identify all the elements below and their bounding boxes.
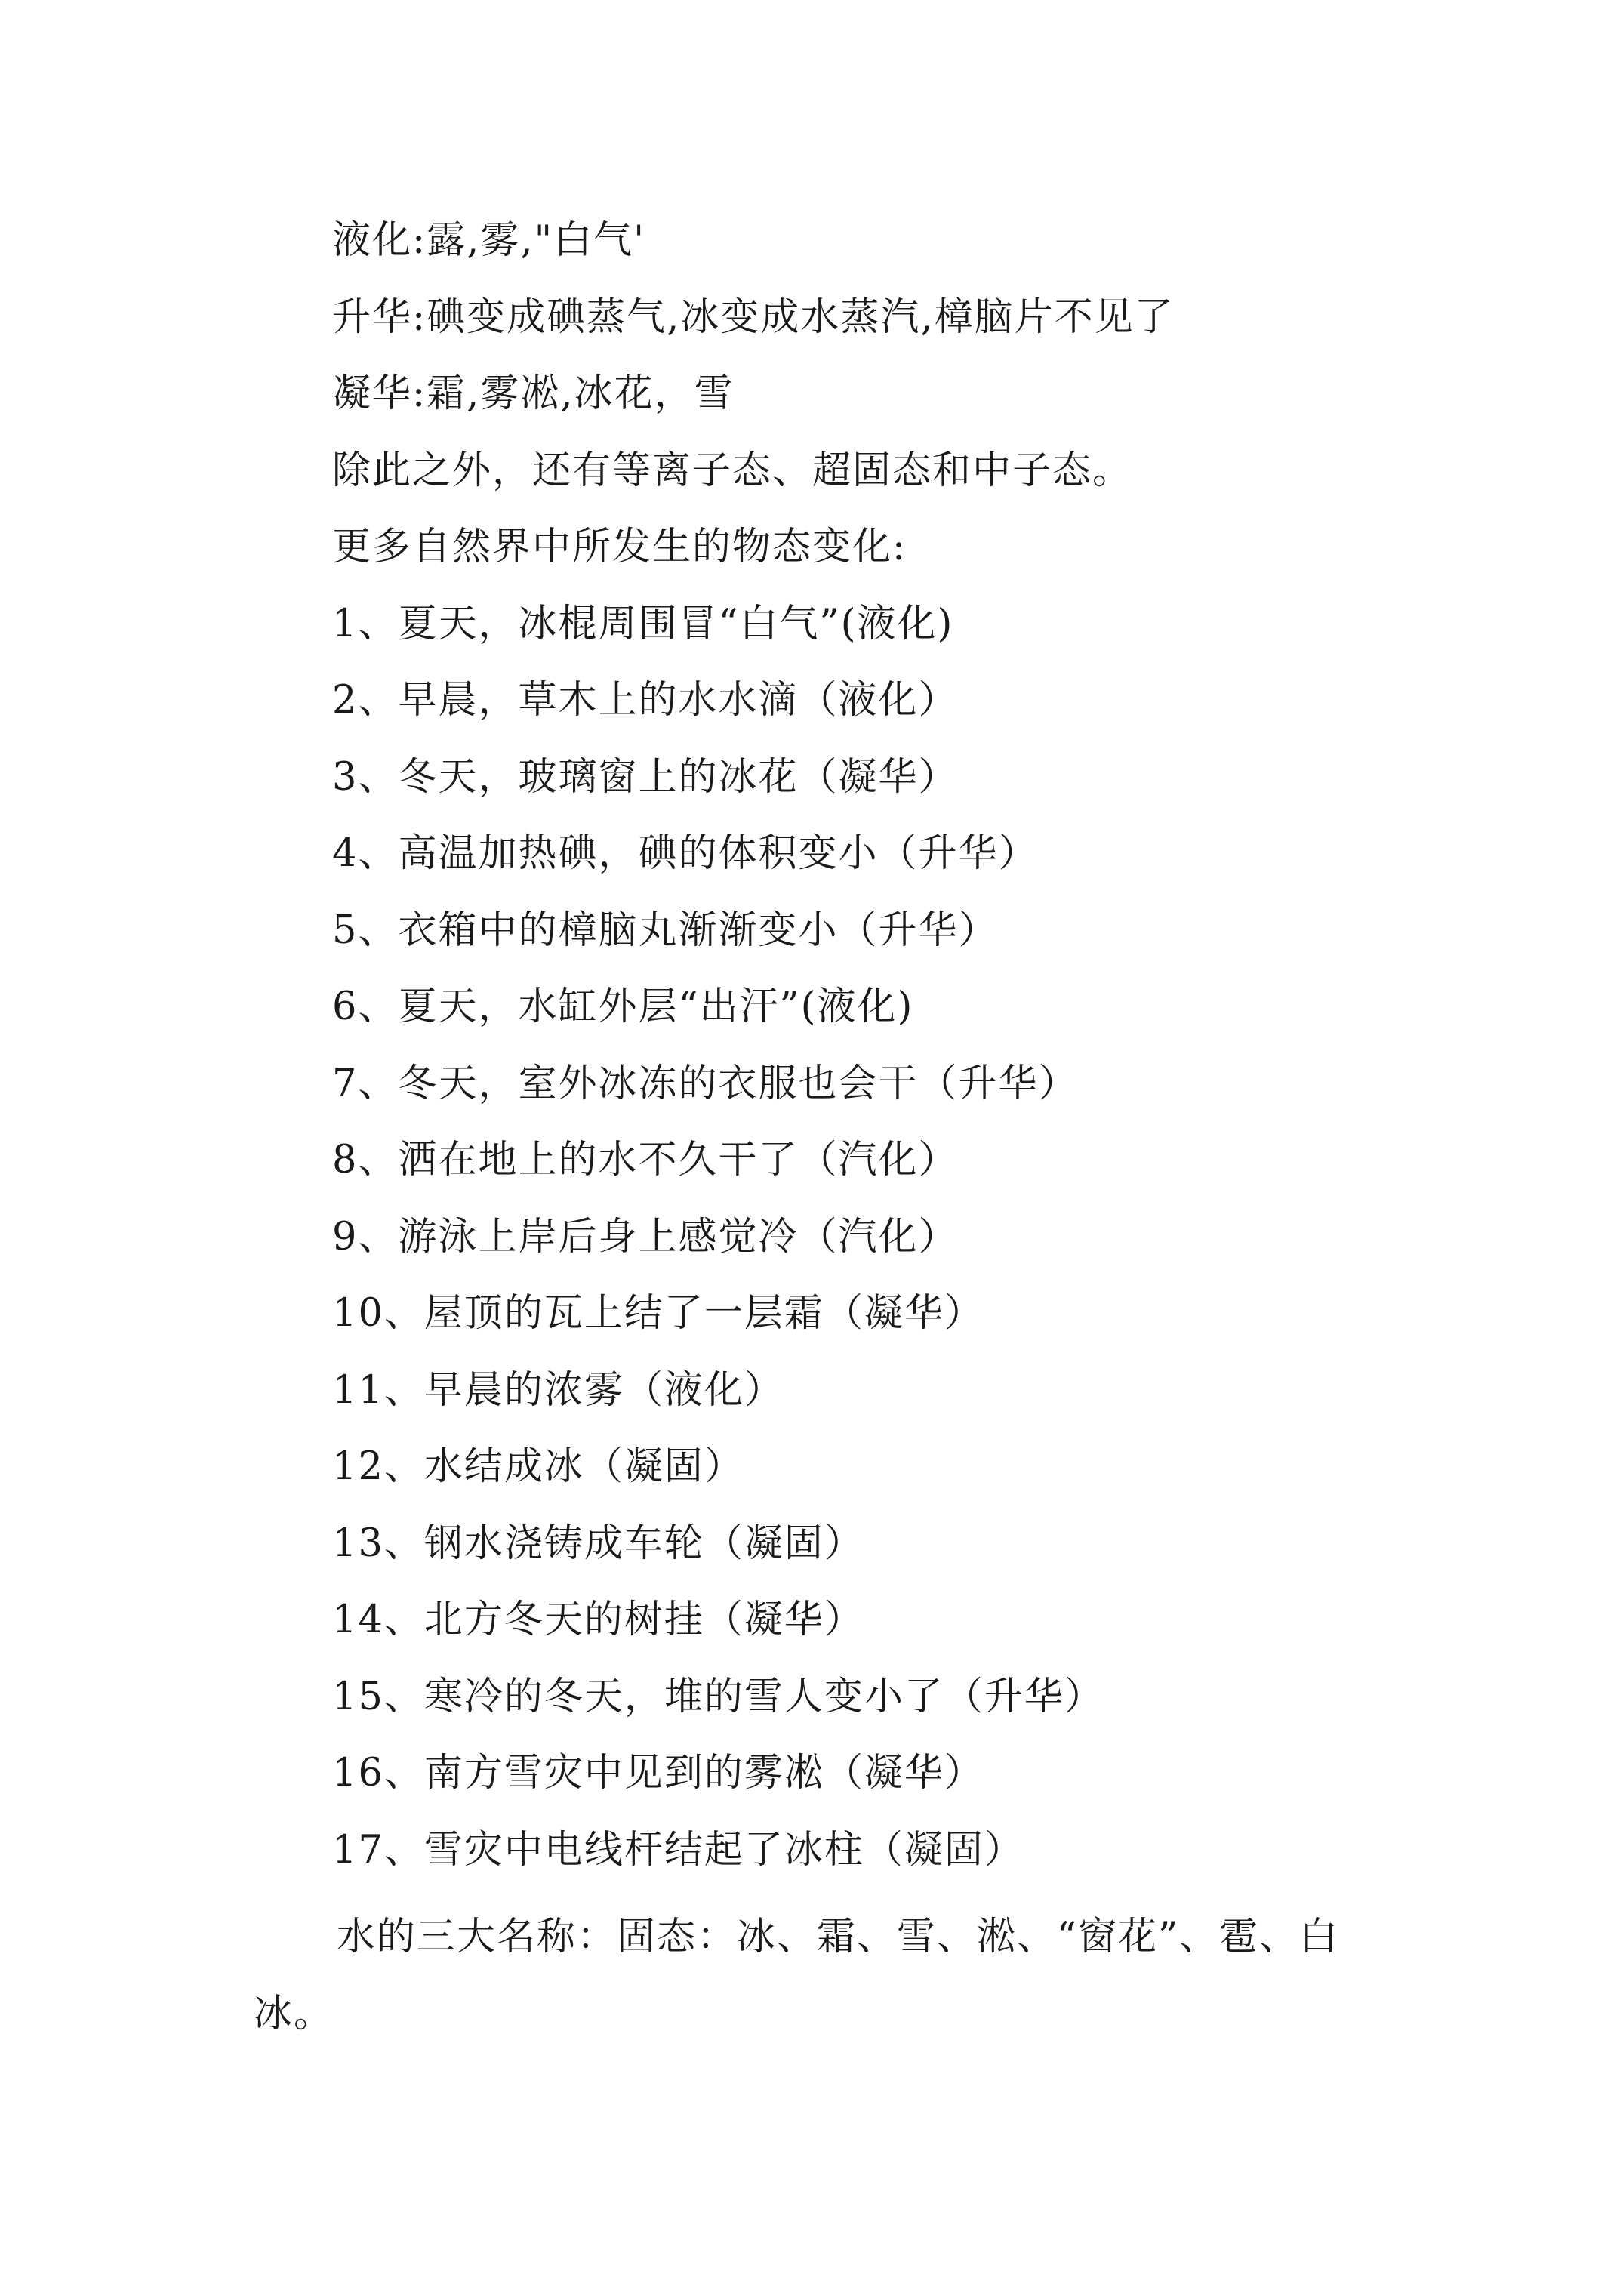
list-item: 8、洒在地上的水不久干了（汽化）: [332, 1138, 959, 1182]
text-line: 更多自然界中所发生的物态变化:: [332, 525, 907, 569]
list-item: 6、夏天，水缸外层“出汗”(液化): [332, 985, 914, 1029]
list-item: 2、早晨，草木上的水水滴（液化）: [332, 678, 959, 723]
list-item: 10、屋顶的瓦上结了一层霜（凝华）: [332, 1291, 984, 1336]
list-item: 16、南方雪灾中见到的雾凇（凝华）: [332, 1751, 984, 1795]
text-line: 液化:露,雾,"白气': [332, 218, 646, 263]
list-item: 7、冬天，室外冰冻的衣服也会干（升华）: [332, 1061, 1079, 1106]
list-item: 11、早晨的浓雾（液化）: [332, 1367, 784, 1413]
document-body: [332, 202, 1404, 1888]
text-line: 升华:碘变成碘蒸气,冰变成水蒸汽,樟脑片不见了: [332, 294, 1175, 340]
list-item: 5、衣箱中的樟脑丸渐渐变小（升华）: [332, 908, 999, 953]
list-item: 9、游泳上岸后身上感觉冷（汽化）: [332, 1214, 959, 1259]
list-item: 3、冬天，玻璃窗上的冰花（凝华）: [332, 754, 959, 800]
list-item: 15、寒冷的冬天，堆的雪人变小了（升华）: [332, 1674, 1104, 1719]
list-item: 4、高温加热碘，碘的体积变小（升华）: [332, 831, 1039, 876]
final-paragraph: 水的三大名称：固态：冰、霜、雪、淞、“窗花”、雹、白冰。: [254, 1915, 1340, 2036]
list-item: 17、雪灾中电线杆结起了冰柱（凝固）: [332, 1827, 1024, 1872]
list-item: 1、夏天，冰棍周围冒“白气”(液化): [332, 601, 954, 646]
list-item: 13、钢水浇铸成车轮（凝固）: [332, 1521, 864, 1566]
text-line: 凝华:霜,雾凇,冰花，雪: [332, 371, 735, 416]
list-item: 12、水结成冰（凝固）: [332, 1444, 744, 1489]
list-item: 14、北方冬天的树挂（凝华）: [332, 1598, 864, 1642]
text-line: 除此之外，还有等离子态、超固态和中子态。: [332, 448, 1133, 493]
